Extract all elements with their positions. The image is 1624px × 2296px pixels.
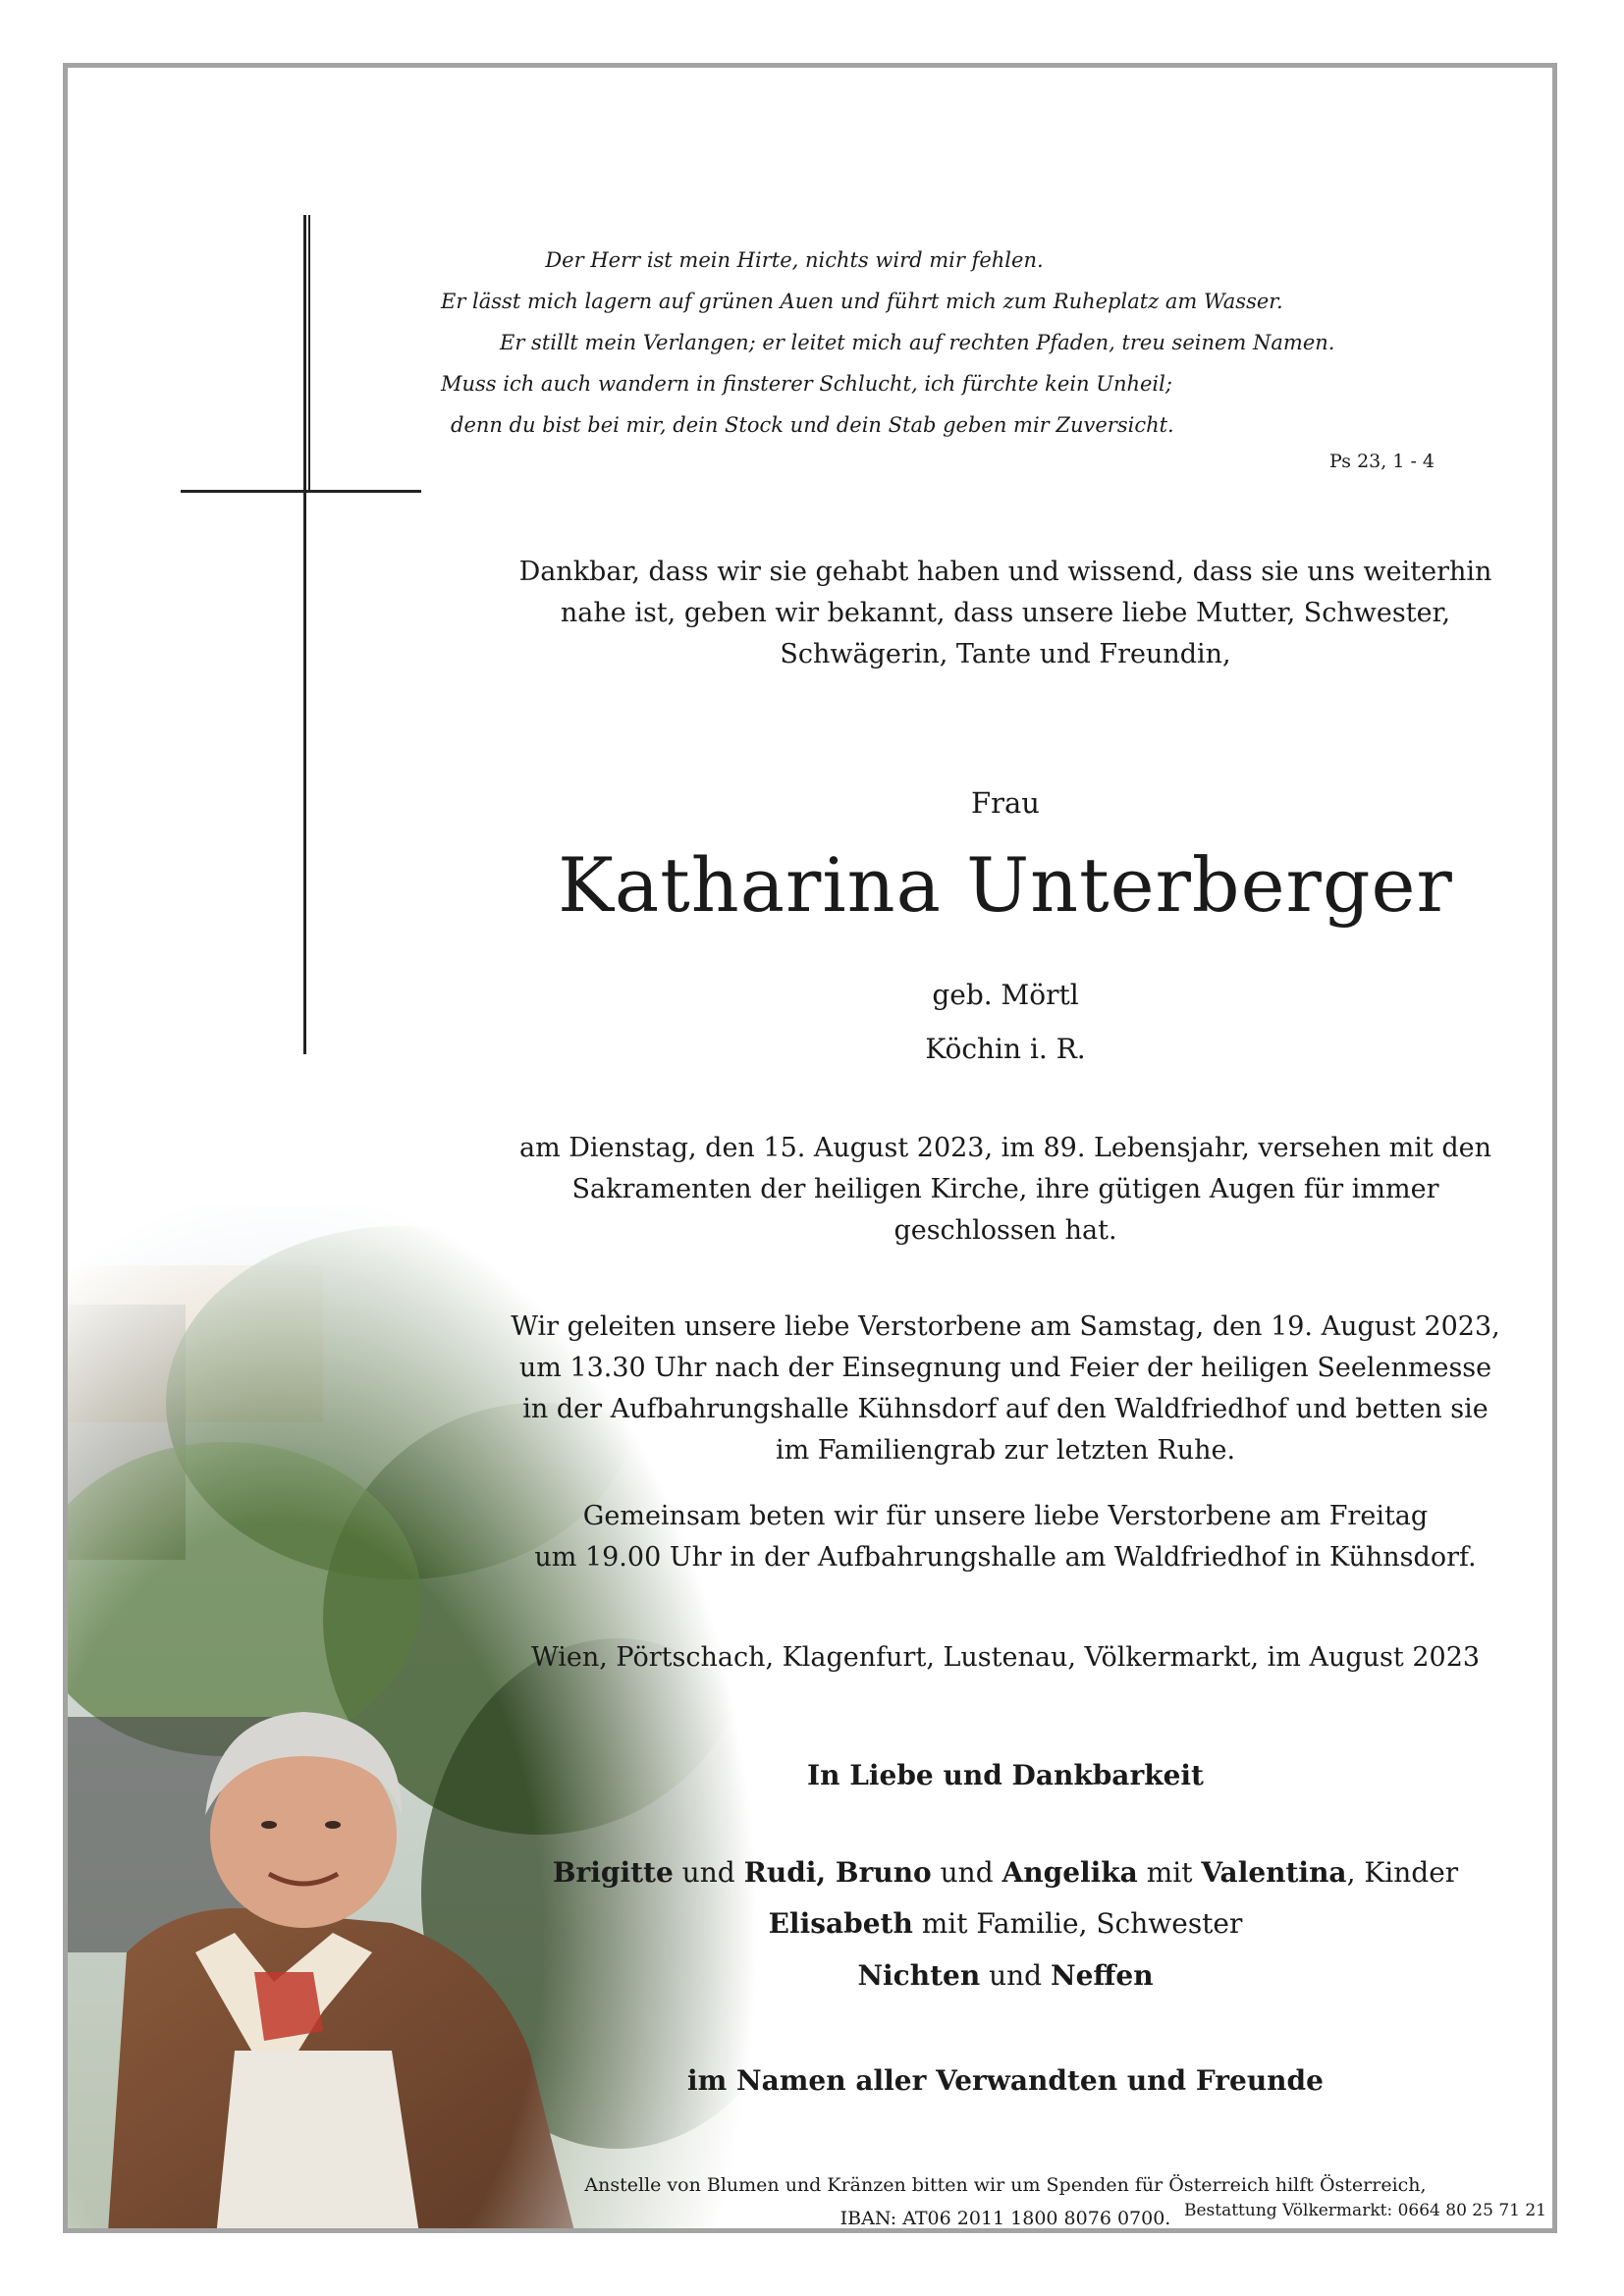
funeral-line: Wir geleiten unsere liebe Verstorbene am Samstag, den 19. August 2023, xyxy=(511,1311,1500,1342)
occupation: Köchin i. R. xyxy=(925,1033,1086,1065)
family-name-segment: mit xyxy=(1137,1856,1202,1889)
funeral-line: in der Aufbahrungshalle Kühnsdorf auf den Waldfriedhof und betten sie xyxy=(522,1394,1489,1424)
deceased-name: Katharina Unterberger xyxy=(558,841,1453,929)
maiden-name: geb. Mörtl xyxy=(932,979,1079,1011)
intro-text xyxy=(480,552,1531,675)
death-line: Sakramenten der heiligen Kirche, ihre gütigen Augen für immer xyxy=(571,1174,1439,1204)
on-behalf-of-all: im Namen aller Verwandten und Freunde xyxy=(687,2064,1324,2097)
intro-line: nahe ist, geben wir bekannt, dass unsere liebe Mutter, Schwester, xyxy=(560,598,1451,628)
funeral-notice xyxy=(480,1307,1531,1471)
funeral-line: um 13.30 Uhr nach der Einsegnung und Feier der heiligen Seelenmesse xyxy=(518,1353,1492,1383)
family-name-segment: Brigitte xyxy=(552,1856,674,1889)
iban-line: IBAN: AT06 2011 1800 8076 0700. xyxy=(839,2208,1171,2229)
psalm-line: Er lässt mich lagern auf grünen Auen und führt mich zum Ruheplatz am Wasser. xyxy=(441,290,1283,313)
family-name-segment: Rudi xyxy=(743,1856,817,1889)
family-name-segment: Valentina xyxy=(1201,1856,1347,1889)
psalm-reference: Ps 23, 1 - 4 xyxy=(1329,451,1435,472)
family-name-segment: Neffen xyxy=(1050,1959,1154,1992)
closing-phrase: In Liebe und Dankbarkeit xyxy=(807,1759,1204,1791)
family-name-segment: Angelika xyxy=(1001,1856,1138,1889)
death-line: geschlossen hat. xyxy=(893,1215,1117,1246)
prayer-notice xyxy=(480,1496,1531,1578)
cross-icon xyxy=(303,215,306,1054)
family-line-sister xyxy=(480,1907,1531,1940)
funeral-line: im Familiengrab zur letzten Ruhe. xyxy=(775,1435,1236,1466)
psalm-line: denn du bist bei mir, dein Stock und dein Stab geben mir Zuversicht. xyxy=(451,413,1174,437)
family-name-segment: Bruno xyxy=(835,1856,932,1889)
family-name-segment: und xyxy=(931,1856,1002,1889)
prayer-line: Gemeinsam beten wir für unsere liebe Verstorbene am Freitag xyxy=(582,1501,1429,1531)
psalm-line: Muss ich auch wandern in finsterer Schlucht, ich fürchte kein Unheil; xyxy=(441,372,1172,396)
family-name-segment: Nichten xyxy=(857,1959,981,1992)
psalm-line: Der Herr ist mein Hirte, nichts wird mir fehlen. xyxy=(545,248,1044,272)
intro-line: Schwägerin, Tante und Freundin, xyxy=(780,639,1231,669)
psalm-verse xyxy=(441,240,1335,446)
cross-upper-stem xyxy=(308,215,310,491)
death-notice xyxy=(480,1128,1531,1252)
family-name-segment: mit Familie, Schwester xyxy=(912,1907,1243,1940)
cross-bar xyxy=(181,490,421,493)
intro-line: Dankbar, dass wir sie gehabt haben und wissend, dass sie uns weiterhin xyxy=(518,557,1492,587)
death-line: am Dienstag, den 15. August 2023, im 89. Lebensjahr, versehen mit den xyxy=(518,1133,1492,1163)
donation-line: Anstelle von Blumen und Kränzen bitten wir um Spenden für Österreich hilft Österreich, xyxy=(584,2174,1427,2196)
family-line-nieces xyxy=(480,1959,1531,1992)
prayer-line: um 19.00 Uhr in der Aufbahrungshalle am Waldfriedhof in Kühnsdorf. xyxy=(534,1542,1477,1573)
family-name-segment: Elisabeth xyxy=(768,1907,913,1940)
family-line-children xyxy=(480,1856,1531,1889)
salutation: Frau xyxy=(971,786,1040,820)
psalm-line: Er stillt mein Verlangen; er leitet mich auf rechten Pfaden, treu seinem Namen. xyxy=(500,331,1335,354)
places-date: Wien, Pörtschach, Klagenfurt, Lustenau, Völkermarkt, im August 2023 xyxy=(530,1642,1481,1673)
family-name-segment: und xyxy=(980,1959,1051,1992)
family-name-segment: , xyxy=(816,1856,836,1889)
family-name-segment: und xyxy=(673,1856,744,1889)
page-frame xyxy=(63,63,1557,2233)
funeral-home-contact: Bestattung Völkermarkt: 0664 80 25 71 21 xyxy=(1183,2201,1546,2220)
family-name-segment: , Kinder xyxy=(1346,1856,1459,1889)
